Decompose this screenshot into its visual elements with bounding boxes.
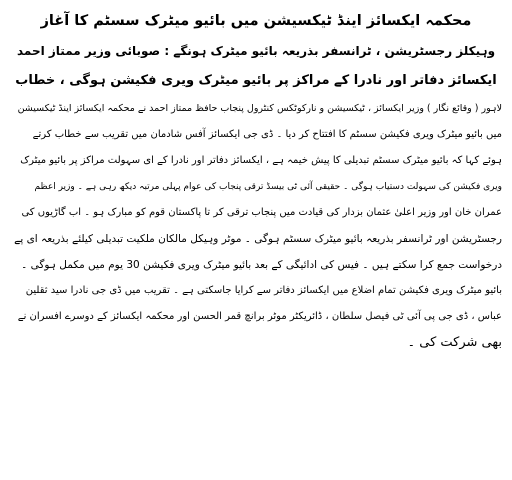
- article-line-2: میں بائیو میٹرک ویری فکیشن سسٹم کا افتتاح کر دیا ۔ ڈی جی ایکسائز آفس شادمان میں تقریب سے خطاب کرتے: [32, 129, 502, 140]
- headline-block: [10, 6, 502, 96]
- article-line-9: عباس ، ڈی جی پی آئی ٹی فیصل سلطان ، ڈائریکٹر موٹر برانچ قمر الحسن اور محکمہ ایکسائز کے دوسرے افسران نے: [17, 311, 502, 322]
- article-line-8: بائیو میٹرک ویری فکیشن تمام اضلاع میں ایکسائز دفاتر سے کرایا جاسکتی ہے ۔ تقریب میں ڈی جی نادرا سید ثقلین: [25, 285, 502, 296]
- headline-main: محکمہ ایکسائز اینڈ ٹیکسیشن میں بائیو میٹرک سسٹم کا آغاز: [40, 13, 472, 29]
- article-line-5: عمران خان اور وزیر اعلیٰ عثمان بزدار کی قیادت میں پنجاب ترقی کر تا پاکستان قوم کو مبارک ہو ۔ اب گاڑیوں کی: [21, 207, 502, 218]
- article-body: [10, 96, 502, 356]
- article-line-6: رجسٹریشن اور ٹرانسفر بذریعہ بائیو میٹرک سسٹم ہوگی ۔ موٹر وہیکل مالکان ملکیت تبدیلی کیلئے بذریعہ ای پے: [14, 233, 502, 245]
- article-line-10: بھی شرکت کی ۔: [407, 335, 502, 350]
- article-line-7: درخواست جمع کرا سکتے ہیں ۔ فیس کی ادائیگی کے بعد بائیو میٹرک ویری فکیشن 30 یوم میں مکمل ہوگی ۔: [21, 259, 502, 271]
- article-line-1: لاہور ( وقائع نگار ) وزیر ایکسائز ، ٹیکسیشن و نارکوٹکس کنٹرول پنجاب حافظ ممتاز احمد نے محکمہ ایکسائز اینڈ ٹیکسیشن: [17, 103, 502, 114]
- article-line-4: ویری فکیشن کی سہولت دستیاب ہوگی ۔ حقیقی آئی ٹی بیسڈ ترقی پنجاب کی عوام پہلی مرتبہ دیکھ رہی ہے ۔ وزیر اعظم: [34, 182, 502, 192]
- article-line-3: ہوئے کہا کہ بائیو میٹرک سسٹم تبدیلی کا پیش خیمہ ہے ، ایکسائز دفاتر اور نادرا کے ای سہولت مراکز پر بائیو میٹرک: [20, 155, 502, 166]
- headline-sub-1: وہیکلز رجسٹریشن ، ٹرانسفر بذریعہ بائیو میٹرک ہونگے : صوبائی وزیر ممتاز احمد: [16, 44, 496, 58]
- headline-sub-2: ایکسائز دفاتر اور نادرا کے مراکز پر بائیو میٹرک ویری فکیشن ہوگی ، خطاب: [15, 73, 497, 88]
